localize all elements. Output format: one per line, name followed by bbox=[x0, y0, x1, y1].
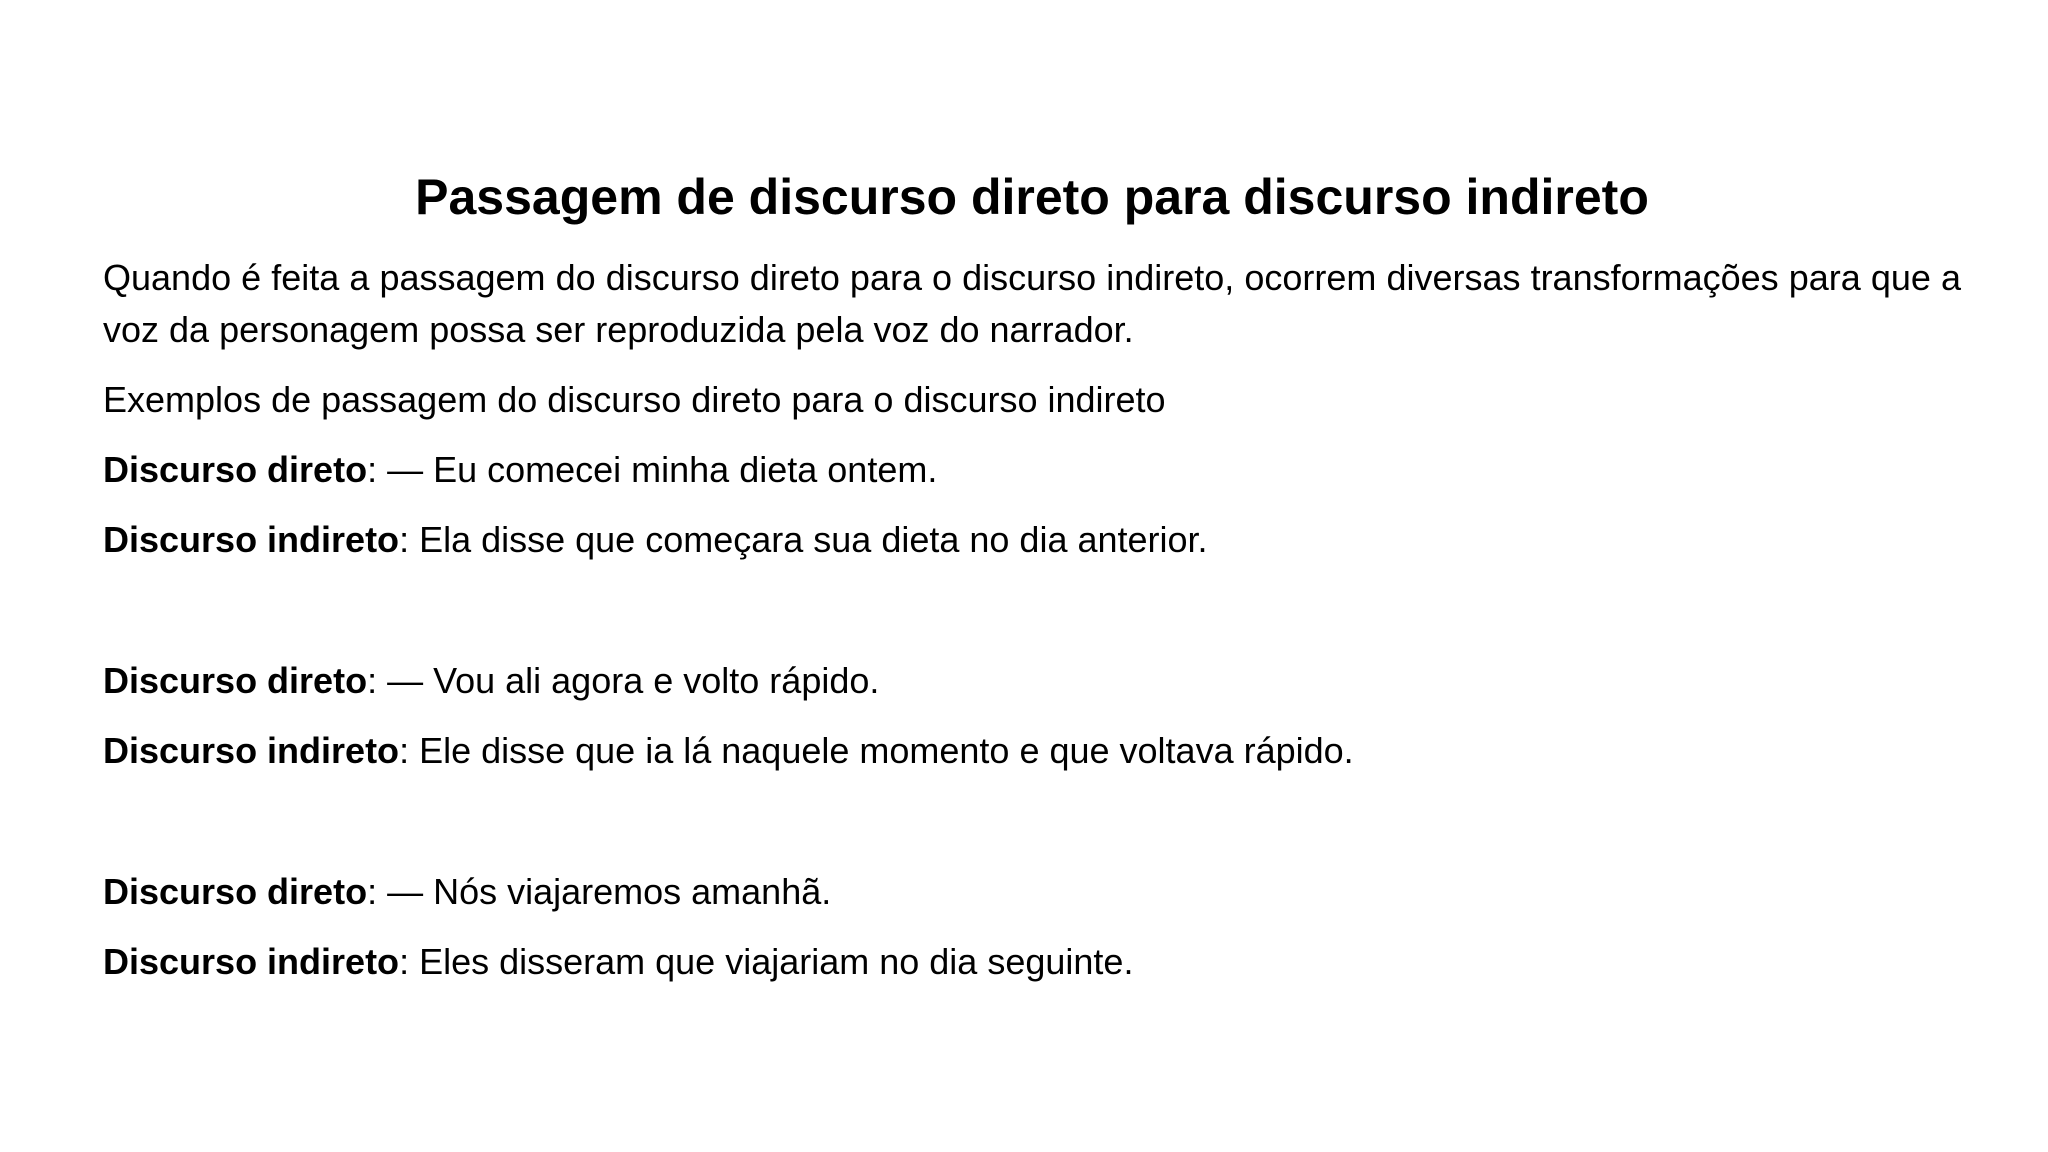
direct-speech-label: Discurso direto bbox=[103, 660, 368, 701]
indirect-speech-label: Discurso indireto bbox=[103, 519, 400, 560]
example-3 bbox=[103, 866, 1961, 988]
example-1 bbox=[103, 444, 1961, 566]
indirect-speech-label: Discurso indireto bbox=[103, 730, 400, 771]
intro-paragraph: Quando é feita a passagem do discurso direto para o discurso indireto, ocorrem diversas transformações para que a voz da personagem possa ser reproduzida pela voz do narrador. bbox=[103, 257, 1961, 350]
direct-speech-line bbox=[103, 444, 1961, 496]
indirect-speech-line bbox=[103, 514, 1961, 566]
direct-speech-line bbox=[103, 866, 1961, 918]
example-spacer bbox=[103, 795, 1961, 866]
direct-speech-label: Discurso direto bbox=[103, 871, 368, 912]
indirect-speech-text: : Ele disse que ia lá naquele momento e que voltava rápido. bbox=[399, 730, 1354, 771]
slide-content bbox=[103, 164, 1961, 1006]
indirect-speech-label: Discurso indireto bbox=[103, 941, 400, 982]
example-2 bbox=[103, 655, 1961, 777]
direct-speech-text: : — Vou ali agora e volto rápido. bbox=[367, 660, 880, 701]
indirect-speech-line bbox=[103, 936, 1961, 988]
indirect-speech-line bbox=[103, 725, 1961, 777]
direct-speech-text: : — Nós viajaremos amanhã. bbox=[367, 871, 832, 912]
slide-title: Passagem de discurso direto para discurso indireto bbox=[415, 169, 1649, 225]
example-spacer bbox=[103, 584, 1961, 655]
direct-speech-label: Discurso direto bbox=[103, 449, 368, 490]
indirect-speech-text: : Ela disse que começara sua dieta no dia anterior. bbox=[399, 519, 1208, 560]
direct-speech-line bbox=[103, 655, 1961, 707]
direct-speech-text: : — Eu comecei minha dieta ontem. bbox=[367, 449, 938, 490]
indirect-speech-text: : Eles disseram que viajariam no dia seguinte. bbox=[399, 941, 1134, 982]
examples-heading: Exemplos de passagem do discurso direto para o discurso indireto bbox=[103, 379, 1166, 420]
